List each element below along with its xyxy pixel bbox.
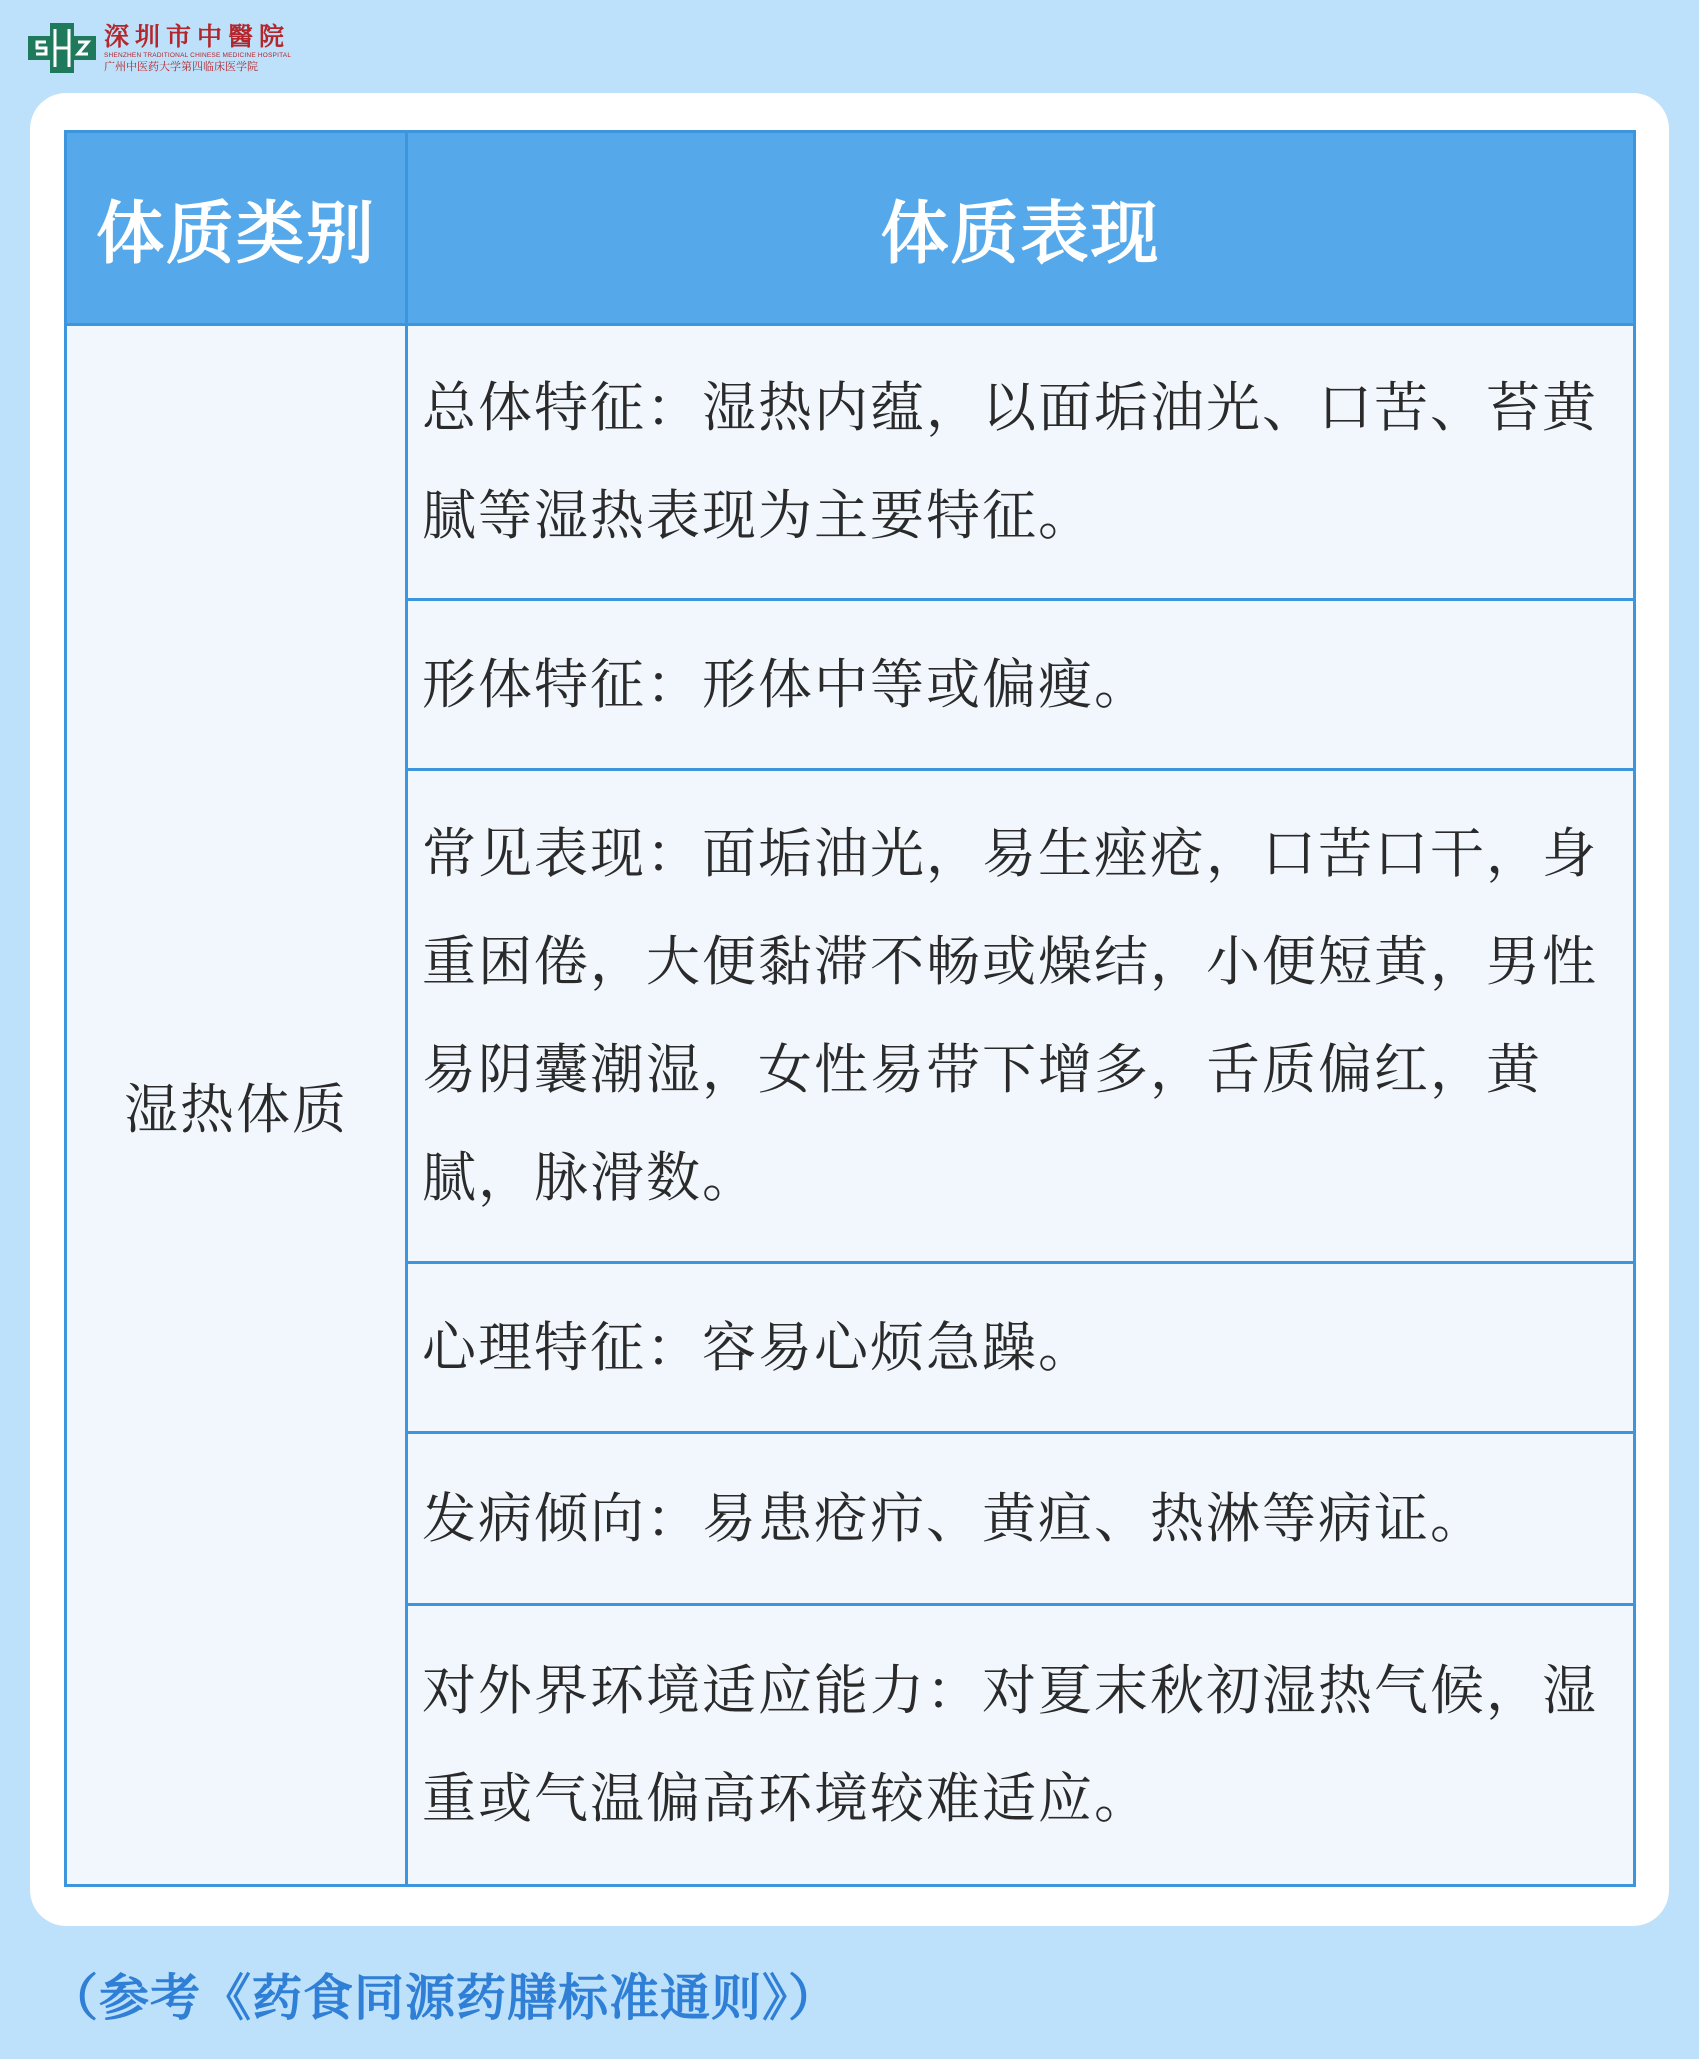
row-text: 常见表现：面垢油光，易生痤疮，口苦口干，身重困倦，大便黏滞不畅或燥结，小便短黄，男性易阴囊潮湿，女性易带下增多，舌质偏红，黄腻，脉滑数。 — [422, 822, 1598, 1209]
row-body-shape — [408, 601, 1633, 771]
row-psychological-features — [408, 1264, 1633, 1434]
szh-hospital-emblem-icon — [28, 23, 96, 73]
row-disease-tendency — [408, 1434, 1633, 1606]
hospital-name-block — [104, 23, 291, 74]
reference-note: （参考《药食同源药膳标准通则》） — [48, 1969, 839, 2027]
description-rows — [408, 326, 1633, 1884]
row-text: 发病倾向：易患疮疖、黄疸、热淋等病证。 — [422, 1486, 1486, 1550]
row-text: 心理特征：容易心烦急躁。 — [422, 1315, 1094, 1379]
row-text: 总体特征：湿热内蕴，以面垢油光、口苦、苔黄腻等湿热表现为主要特征。 — [422, 376, 1598, 547]
hospital-subtitle: 广州中医药大学第四临床医学院 — [104, 60, 258, 73]
header-description: 体质表现 — [408, 133, 1633, 326]
hospital-name-cn: 深圳市中醫院 — [104, 21, 291, 51]
row-environment-adaptability — [408, 1606, 1633, 1884]
header-category: 体质类别 — [67, 133, 408, 326]
category-cell: 湿热体质 — [67, 326, 408, 1884]
row-overall-features — [408, 326, 1633, 601]
hospital-name-en: SHENZHEN TRADITIONAL CHINESE MEDICINE HOSPITAL — [104, 51, 292, 59]
row-text: 对外界环境适应能力：对夏末秋初湿热气候，湿重或气温偏高环境较难适应。 — [422, 1659, 1598, 1830]
hospital-logo — [28, 18, 291, 78]
row-text: 形体特征：形体中等或偏瘦。 — [422, 652, 1150, 716]
constitution-table — [64, 130, 1636, 1887]
row-common-manifestations — [408, 771, 1633, 1264]
